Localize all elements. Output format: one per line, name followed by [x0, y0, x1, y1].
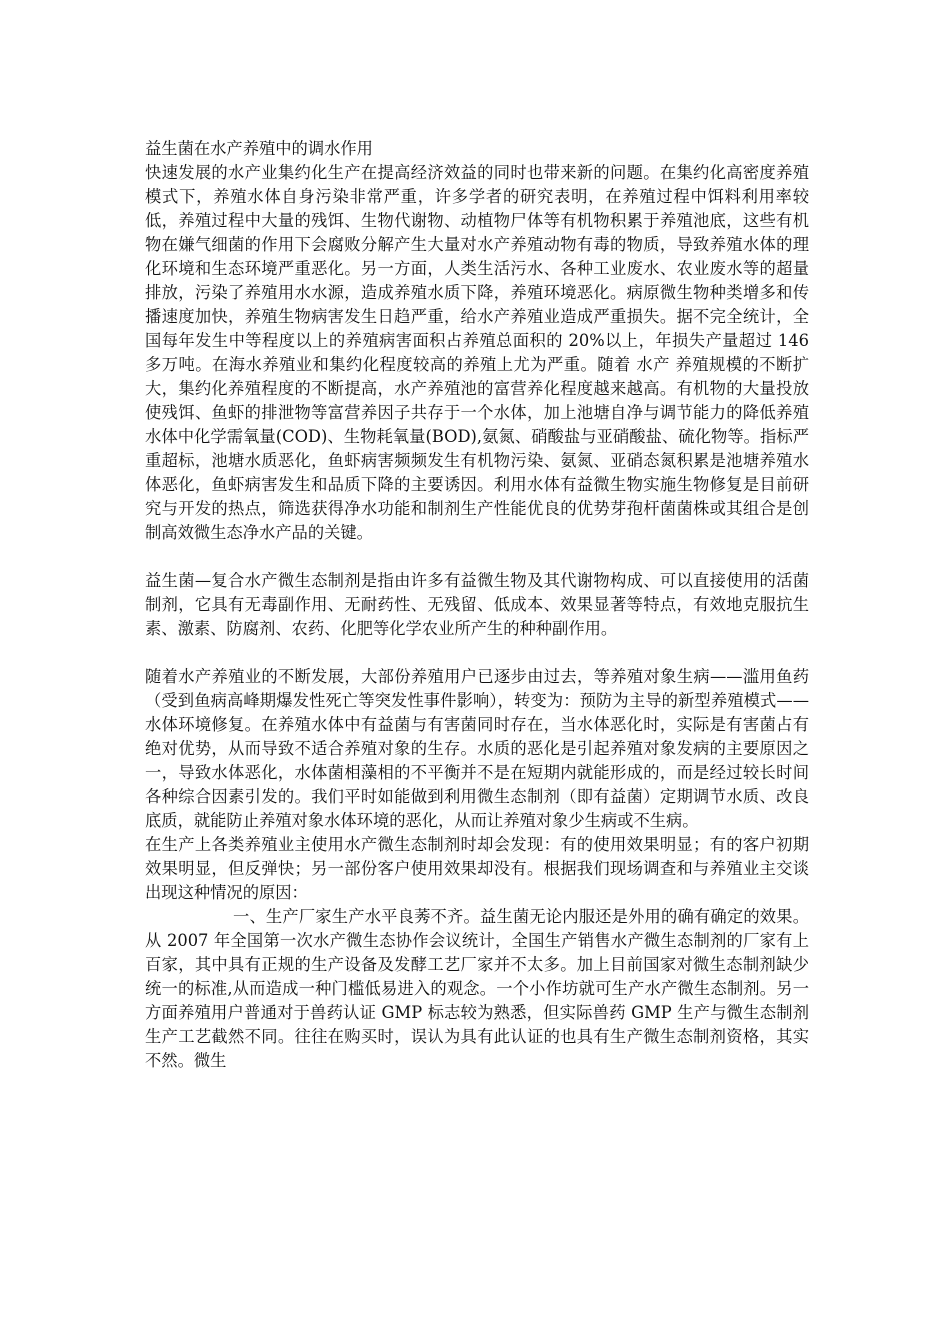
paragraph-reason-one: 一、生产厂家生产水平良莠不齐。益生菌无论内服还是外用的确有确定的效果。从 2007 年全国第一次水产微生态协作会议统计，全国生产销售水产微生态制剂的厂家有上百家，其中具有正规的生产设备及发酵工艺厂家并不太多。加上目前国家对微生态制剂缺少统一的标准,从而造成一种门槛低易进入的观念。一个小作坊就可生产水产微生态制剂。另一方面养殖用户普通对于兽药认证 GMP 标志较为熟悉，但实际兽药 GMP 生产与微生态制剂生产工艺截然不同。往往在购买时，误认为具有此认证的也具有生产微生态制剂资格，其实不然。微生 [145, 907, 809, 1070]
document-title: 益生菌在水产养殖中的调水作用 [145, 139, 373, 158]
document-page [145, 137, 809, 1073]
paragraph-spacer [145, 641, 809, 665]
paragraph-definition: 益生菌—复合水产微生态制剂是指由许多有益微生物及其代谢物构成、可以直接使用的活菌制剂，它具有无毒副作用、无耐药性、无残留、低成本、效果显著等特点，有效地克服抗生素、激素、防腐剂、农药、化肥等化学农业所产生的种种副作用。 [145, 571, 809, 638]
paragraph-intro: 快速发展的水产业集约化生产在提高经济效益的同时也带来新的问题。在集约化高密度养殖模式下，养殖水体自身污染非常严重，许多学者的研究表明，在养殖过程中饵料利用率较低，养殖过程中大量的残饵、生物代谢物、动植物尸体等有机物积累于养殖池底，这些有机物在嫌气细菌的作用下会腐败分解产生大量对水产养殖动物有毒的物质，导致养殖水体的理化环境和生态环境严重恶化。另一方面，人类生活污水、各种工业废水、农业废水等的超量排放，污染了养殖用水水源，造成养殖水质下降，养殖环境恶化。病原微生物种类增多和传播速度加快，养殖生物病害发生日趋严重，给水产养殖业造成严重损失。据不完全统计，全国每年发生中等程度以上的养殖病害面积占养殖总面积的 20%以上，年损失产量超过 146 多万吨。在海水养殖业和集约化程度较高的养殖上尤为严重。随着 水产 养殖规模的不断扩大，集约化养殖程度的不断提高，水产养殖池的富营养化程度越来越高。有机物的大量投放使残饵、鱼虾的排泄物等富营养因子共存于一个水体，加上池塘自净与调节能力的降低养殖水体中化学需氧量(COD)、生物耗氧量(BOD),氨氮、硝酸盐与亚硝酸盐、硫化物等。指标严重超标，池塘水质恶化，鱼虾病害频频发生有机物污染、氨氮、亚硝态氮积累是池塘养殖水体恶化，鱼虾病害发生和品质下降的主要诱因。利用水体有益微生物实施生物修复是目前研究与开发的热点，筛选获得净水功能和制剂生产性能优良的优势芽孢杆菌菌株或其组合是创制高效微生态净水产品的关键。 [145, 163, 809, 542]
paragraph-development: 随着水产养殖业的不断发展，大部份养殖用户已逐步由过去，等养殖对象生病——滥用鱼药（受到鱼病高峰期爆发性死亡等突发性事件影响），转变为：预防为主导的新型养殖模式——水体环境修复。在养殖水体中有益菌与有害菌同时存在，当水体恶化时，实际是有害菌占有绝对优势，从而导致不适合养殖对象的生存。水质的恶化是引起养殖对象发病的主要原因之一，导致水体恶化，水体菌相藻相的不平衡并不是在短期内就能形成的，而是经过较长时间各种综合因素引发的。我们平时如能做到利用微生态制剂（即有益菌）定期调节水质、改良底质，就能防止养殖对象水体环境的恶化，从而让养殖对象少生病或不生病。 [145, 667, 809, 830]
paragraph-observation: 在生产上各类养殖业主使用水产微生态制剂时却会发现：有的使用效果明显；有的客户初期效果明显，但反弹快；另一部份客户使用效果却没有。根据我们现场调查和与养殖业主交谈出现这种情况的原因： [145, 835, 809, 902]
paragraph-spacer [145, 545, 809, 569]
